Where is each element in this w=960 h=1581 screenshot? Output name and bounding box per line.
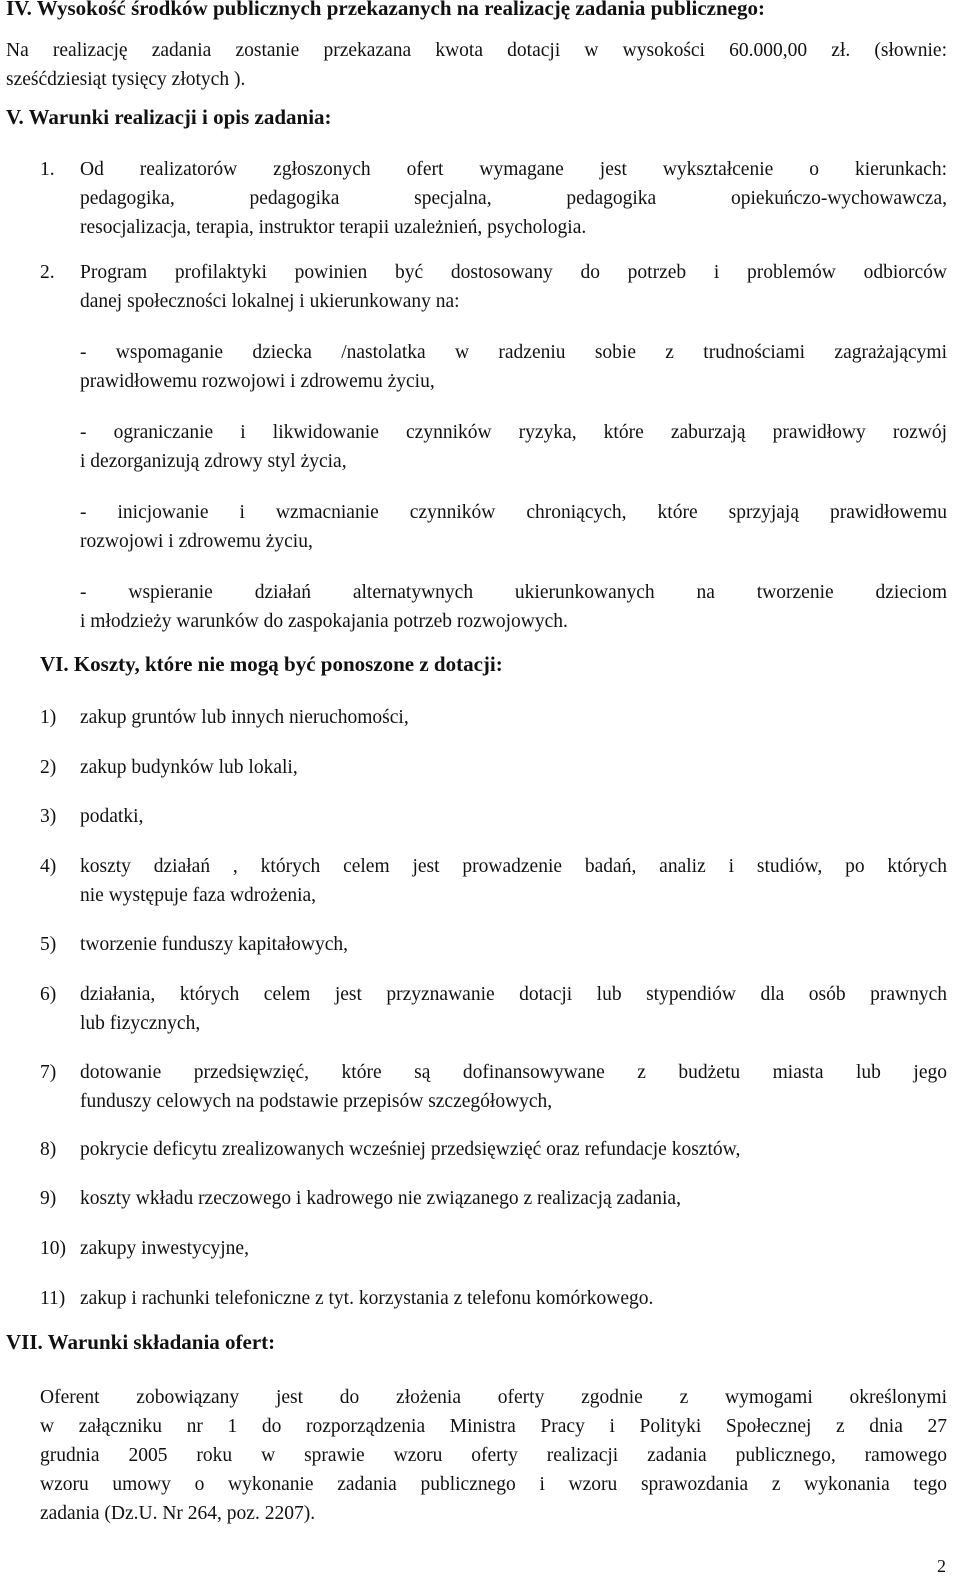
section-v-item1-line2: pedagogika, pedagogika specjalna, pedagogika opiekuńczo-wychowawcza, bbox=[80, 188, 947, 209]
bullet-4-line1: - wspieranie działań alternatywnych ukierunkowanych na tworzenie dzieciom bbox=[80, 582, 947, 603]
cost-item-5-text: tworzenie funduszy kapitałowych, bbox=[80, 934, 349, 955]
bullet-3-line1: - inicjowanie i wzmacnianie czynników chroniących, które sprzyjają prawidłowemu bbox=[80, 502, 947, 523]
section-vii-line4: wzoru umowy o wykonanie zadania publicznego i wzoru sprawozdania z wykonania tego bbox=[40, 1474, 947, 1495]
cost-item-9-number: 9) bbox=[40, 1188, 57, 1209]
bullet-4-line2: i młodzieży warunków do zaspokajania potrzeb rozwojowych. bbox=[80, 611, 568, 632]
cost-item-10-text: zakupy inwestycyjne, bbox=[80, 1238, 249, 1259]
section-v-item2-line1: Program profilaktyki powinien być dostosowany do potrzeb i problemów odbiorców bbox=[80, 262, 947, 283]
cost-item-3-text: podatki, bbox=[80, 806, 144, 827]
cost-item-8-text: pokrycie deficytu zrealizowanych wcześniej przedsięwzięć oraz refundacje kosztów, bbox=[80, 1139, 741, 1160]
page-number: 2 bbox=[937, 1556, 946, 1576]
section-vi-heading: VI. Koszty, które nie mogą być ponoszone z dotacji: bbox=[40, 652, 503, 676]
bullet-1-line1: - wspomaganie dziecka /nastolatka w radzeniu sobie z trudnościami zagrażającymi bbox=[80, 342, 947, 363]
cost-item-4-line1: koszty działań , których celem jest prowadzenie badań, analiz i studiów, po których bbox=[80, 856, 947, 877]
cost-item-6-number: 6) bbox=[40, 984, 57, 1005]
cost-item-4-number: 4) bbox=[40, 856, 57, 877]
section-v-item1-line3: resocjalizacja, terapia, instruktor terapii uzależnień, psychologia. bbox=[80, 217, 587, 238]
cost-item-5-number: 5) bbox=[40, 934, 57, 955]
section-vii-heading: VII. Warunki składania ofert: bbox=[6, 1330, 276, 1354]
cost-item-3-number: 3) bbox=[40, 806, 57, 827]
cost-item-6-line1: działania, których celem jest przyznawanie dotacji lub stypendiów dla osób prawnych bbox=[80, 984, 947, 1005]
cost-item-9-text: koszty wkładu rzeczowego i kadrowego nie związanego z realizacją zadania, bbox=[80, 1188, 681, 1209]
section-vii-line5: zadania (Dz.U. Nr 264, poz. 2207). bbox=[40, 1503, 316, 1524]
cost-item-10-number: 10) bbox=[40, 1238, 66, 1259]
section-vii-line3: grudnia 2005 roku w sprawie wzoru oferty realizacji zadania publicznego, ramowego bbox=[40, 1445, 947, 1466]
bullet-1-line2: prawidłowemu rozwojowi i zdrowemu życiu, bbox=[80, 371, 435, 392]
section-iv-heading: IV. Wysokość środków publicznych przekazanych na realizację zadania publicznego: bbox=[6, 0, 765, 20]
section-v-item1-line1: Od realizatorów zgłoszonych ofert wymagane jest wykształcenie o kierunkach: bbox=[80, 159, 947, 180]
section-vii-line1: Oferent zobowiązany jest do złożenia oferty zgodnie z wymogami określonymi bbox=[40, 1387, 947, 1408]
cost-item-2-number: 2) bbox=[40, 757, 57, 778]
cost-item-8-number: 8) bbox=[40, 1139, 57, 1160]
cost-item-2-text: zakup budynków lub lokali, bbox=[80, 757, 298, 778]
cost-item-7-line2: funduszy celowych na podstawie przepisów szczegółowych, bbox=[80, 1091, 553, 1112]
section-v-item2-line2: danej społeczności lokalnej i ukierunkowany na: bbox=[80, 291, 460, 312]
section-iv-text-line1: Na realizację zadania zostanie przekazana kwota dotacji w wysokości 60.000,00 zł. (słownie: bbox=[6, 40, 947, 61]
cost-item-7-line1: dotowanie przedsięwzięć, które są dofinansowywane z budżetu miasta lub jego bbox=[80, 1062, 947, 1083]
cost-item-1-number: 1) bbox=[40, 707, 57, 728]
section-v-item1-number: 1. bbox=[40, 159, 55, 180]
cost-item-1-text: zakup gruntów lub innych nieruchomości, bbox=[80, 707, 409, 728]
cost-item-11-text: zakup i rachunki telefoniczne z tyt. korzystania z telefonu komórkowego. bbox=[80, 1288, 654, 1309]
section-v-item2-number: 2. bbox=[40, 262, 55, 283]
bullet-2-line1: - ograniczanie i likwidowanie czynników ryzyka, które zaburzają prawidłowy rozwój bbox=[80, 422, 947, 443]
section-v-heading: V. Warunki realizacji i opis zadania: bbox=[6, 105, 332, 129]
cost-item-7-number: 7) bbox=[40, 1062, 57, 1083]
section-vii-line2: w załączniku nr 1 do rozporządzenia Ministra Pracy i Polityki Społecznej z dnia 27 bbox=[40, 1416, 947, 1437]
cost-item-6-line2: lub fizycznych, bbox=[80, 1013, 201, 1034]
cost-item-4-line2: nie występuje faza wdrożenia, bbox=[80, 885, 317, 906]
bullet-3-line2: rozwojowi i zdrowemu życiu, bbox=[80, 531, 313, 552]
section-iv-text-line2: sześćdziesiąt tysięcy złotych ). bbox=[6, 69, 246, 90]
cost-item-11-number: 11) bbox=[40, 1288, 66, 1309]
bullet-2-line2: i dezorganizują zdrowy styl życia, bbox=[80, 451, 347, 472]
